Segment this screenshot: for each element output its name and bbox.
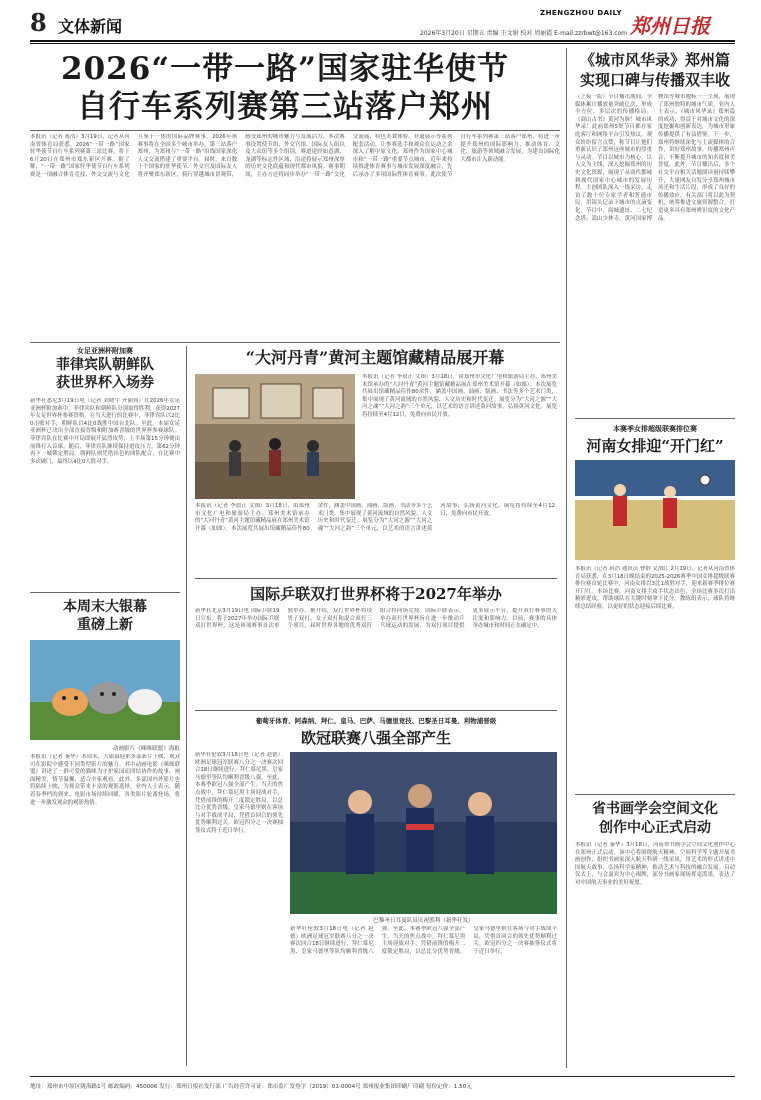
volleyball-story — [30, 346, 180, 392]
yellow-river-body-lower: 本报讯（记者 李晨正 文图）3月18日，由郑州市文化广电和旅游局主办、郑州美术馆承办的“大河丹青”黄河主题馆藏精品展在郑州美术馆开幕（如图）。本次展览共展出馆藏精品佳作80余件，涵盖中国画、油画、版画、书法等多个艺术门类，集中展现了黄河流域的自然风貌、人文历史和时代变迁。展览分为“大河之源”“大河之魂”“大河之韵”三个单元，以艺术的语言讲述黄河故事，弘扬黄河文化。展览将持续至4月12日，免费向市民开放。 — [195, 503, 555, 532]
calligraphy-headline-line2: 创作中心正式启动 — [599, 820, 711, 836]
lead-divider — [30, 130, 560, 131]
volleyball-headline-line1: 菲律宾队朝鲜队 — [56, 357, 154, 373]
table-tennis-headline: 国际乒联双打世界杯将于2027年举办 — [250, 585, 502, 603]
masthead-logo: 郑州日报 — [630, 14, 710, 38]
women-volleyball-body: 本报讯（记者 蒋浩 通讯员 曹群 文/图）2月19日，记者从河南省体育局获悉，在3月18日晚结束的2025-2026赛季中国女排超级联赛排位赛首轮比赛中，河南女排以3比1战胜对手，迎来新赛季排位赛开门红。本场比赛，河南女排主攻手状态出色，全场比赛多次打出精彩进攻，帮助球队在关键时刻拿下比分。教练组表示，球队将继续总结经验，以更好的状态迎接后续比赛。 — [575, 566, 735, 610]
left-divider-2 — [30, 592, 180, 593]
volleyball-photo-image — [575, 460, 735, 560]
right-story-headline — [575, 50, 735, 90]
left-column-divider — [186, 346, 187, 1066]
calligraphy-headline-line1: 省书画学会空间文化 — [592, 801, 718, 817]
right-divider-2 — [575, 794, 735, 795]
right-story-headline-line1: 《城市风华录》郑州篇 — [579, 51, 730, 69]
yellow-river-headline: “大河丹青”黄河主题馆藏精品展开幕 — [245, 348, 505, 367]
movie-headline — [30, 598, 180, 634]
right-story-headline-line2: 实现口碑与传播双丰收 — [579, 71, 730, 89]
movie-poster-caption: 动画影片《咪咪联盟》海报 — [112, 746, 180, 752]
footer-info: 地址：郑州市中原区陇海路1号 邮政编码：450006 发行：郑州日报社发行部 广告经营许可证：郑市监广发登字（2019）01-0004号 郑州报业集团印刷厂印刷 每份定价：1.50元 — [30, 1084, 472, 1090]
movie-headline-line2: 重磅上新 — [77, 617, 133, 633]
masthead-english: ZHENGZHOU DAILY — [540, 9, 623, 17]
champions-headline: 欧冠联赛八强全部产生 — [300, 729, 451, 747]
champions-kicker: 葡萄牙体育、阿森纳、拜仁、皇马、巴萨、马德里竞技、巴黎圣日耳曼、利物浦晋级 — [255, 717, 497, 725]
lead-headline-line1: 2026“一带一路”国家驻华使节 — [61, 51, 509, 87]
table-tennis-body: 新华社北京3月19日电 国际乒联19日宣布，将于2027年举办国际乒联双打世界杯，这是该项赛事首次单独举办。据介绍，双打世界杯将设男子双打、女子双打和混合双打三个项目，届时世界各地的优秀双打组合将同场竞技。国际乒联表示，举办双打世界杯旨在进一步推动乒乓球运动的发展，为双打项目提供更多展示平台，提升双打赛事的关注度和影响力。目前，赛事的具体举办城市和时间正在确定中。 — [195, 608, 557, 630]
calligraphy-headline — [575, 800, 735, 838]
movie-poster-image — [30, 640, 180, 740]
right-story-body: （上接一版）节目播出期间，全媒体累计播放量突破亿次，形成全方位、多层次的传播格局。《商山古书》黄河为脉！城市风华录！此前郑州5集节目都在家庭客厅和网络平台引发热议，观众纷纷留言点赞，称节目让他们重新认识了郑州这座城市的厚重与灵动。节目以城市为核心，以人文为主线，深入挖掘郑州的历史文化资源，展现了从商代都城到现代国家中心城市的发展历程。主创团队深入一线采访，走访了数十位专家学者和普通市民，用镜头记录下城市的点滴变化。节目中，商城遗址、二七纪念塔、嵩山少林寺、黄河国家博物馆等城市地标一一呈现，展现了郑州独特的城市气质。业内人士表示，《城市风华录》郑州篇的成功，得益于对城市文化的深度挖掘和创新表达，为城市形象传播提供了有益借鉴。下一步，郑州将继续深化与主流媒体的合作，讲好郑州故事，传播郑州声音，不断提升城市的知名度和美誉度。此外，节目播出后，多个社交平台相关话题阅读量持续攀升，大量网友自发分享郑州城市风光和生活片段，形成了良好的传播效应。有关部门将以此为契机，统筹推进文旅资源整合，打造更多具有郑州辨识度的文化产品。 — [575, 94, 735, 222]
exhibition-photo-image — [195, 374, 355, 499]
movie-headline-line1: 本周末大银幕 — [63, 599, 147, 615]
column-divider — [566, 48, 567, 1068]
volleyball-kicker: 女足亚洲杯附加赛 — [77, 346, 133, 355]
movie-body: 本报讯（记者 秦华）本周末，大银幕迎来多部新片上映，观众可在影院中感受不同类型影片的魅力。其中动画电影《咪咪联盟》讲述了一群可爱的猫咪为守护家园而团结协作的故事，画面精美，情节温馨，适合全家观看。此外，多部国内外影片也将陆续上映，为观众带来丰富的观影选择。业内人士表示，随着春季档的到来，电影市场持续回暖，各类影片轮番登场，将进一步激发观众的观影热情。 — [30, 754, 180, 806]
champions-body-lower: 新华社伦敦3月18日电（记者 赵德）欧洲足球冠军联赛八分之一决赛次回合18日继续进行，拜仁慕尼黑、皇家马德里等队均顺利晋级八强。至此，本赛季欧冠八强全部产生。当天的焦点战中，拜仁慕尼黑主场迎战对手，凭借前锋的梅开二度锁定胜局，以总比分优势晋级。皇家马德里则在客场与对手战成平局，凭借首回合的领先优势顺利过关。欧冠四分之一决赛抽签仪式将于近日举行。 — [290, 926, 557, 955]
header-rule — [30, 40, 735, 42]
champions-photo-caption: 巴黎圣日耳曼队员庆祝胜利（新华社发） — [373, 918, 474, 924]
calligraphy-body: 本报讯（记者 秦华）3月18日，河南省书画学会空间文化创作中心在郑州正式启动。该中心将围绕航天精神、空间科学等主题开展书画创作，组织书画家深入航天科研一线采风，用艺术的形式讲述中国航天故事，弘扬科学家精神，推动艺术与科技的融合发展。启动仪式上，与会嘉宾为中心揭牌，部分书画家现场挥毫泼墨，表达了对中国航天事业的美好祝愿。 — [575, 842, 735, 886]
women-volleyball-headline: 河南女排迎“开门红” — [586, 437, 724, 455]
lead-body: 本报讯（记者 蒋浩）3月19日，记者从河南省体育局获悉，2026“一带一路”国家驻华使节自行车系列赛第三站比赛，将于6月20日在郑州市郑东新区开赛。据了解，“一带一路”国家驻华使节自行车系列赛是一项融合体育竞技、外交交流与文化互鉴于一体的国际品牌赛事。2026年该赛事将在全国多个城市举办，第三站落户郑州，为郑州与“一带一路”沿线国家深化人文交流搭建了重要平台。届时，来自数十个国家的驻华使节、外交官及国际友人将齐聚郑东新区，骑行穿越城市景观带，感受郑州的城市魅力与发展活力。本次赛事设置使节组、外交官组、国际友人组以及大众组等多个组别，赛道途经如意湖、龙湖等标志性区域，沿途将展示郑州深厚的历史文化底蕴和现代都市风貌。赛事期间，主办方还将同步举办“一带一路”文化交流展、特色美食体验、非遗展示等系列配套活动，让参赛选手和观众在运动之余深入了解中原文化。郑州作为国家中心城市和“一带一路”重要节点城市，近年来持续推进体育赛事与城市发展深度融合，先后承办了多项国际性体育赛事。此次使节自行车系列赛第三站落户郑州，将进一步提升郑州的国际影响力，推动体育、文化、旅游等领域融合发展，为建设国际化大都市注入新动能。 — [30, 134, 560, 178]
women-volleyball-kicker: 本赛季女排超级联赛排位赛 — [613, 424, 697, 433]
yellow-river-body-right: 本报讯（记者 李晨正 文图）3月18日，由郑州市文化广电和旅游局主办、郑州美术馆承办的“大河丹青”黄河主题馆藏精品展在郑州美术馆开幕（如图）。本次展览共展出馆藏精品佳作80余件，涵盖中国画、油画、版画、书法等多个艺术门类，集中展现了黄河流域的自然风貌、人文历史和时代变迁。展览分为“大河之源”“大河之魂”“大河之韵”三个单元，以艺术的语言讲述黄河故事，弘扬黄河文化。展览将持续至4月12日，免费向市民开放。 — [362, 374, 557, 418]
lead-headline-line2: 自行车系列赛第三站落户郑州 — [77, 89, 493, 125]
center-divider-1 — [195, 578, 557, 579]
lead-headline — [50, 50, 520, 126]
issue-line: 2026年3月20日 星期五 责编 王文娟 校对 周丽霞 E-mail:zzrbwt@163.com — [420, 30, 628, 37]
header-rule-thin — [30, 43, 735, 44]
center-divider-2 — [195, 710, 557, 711]
champions-body: 新华社伦敦3月18日电（记者 赵德）欧洲足球冠军联赛八分之一决赛次回合18日继续进行，拜仁慕尼黑、皇家马德里等队均顺利晋级八强。至此，本赛季欧冠八强全部产生。当天的焦点战中，拜仁慕尼黑主场迎战对手，凭借前锋的梅开二度锁定胜局，以总比分优势晋级。皇家马德里则在客场与对手战成平局，凭借首回合的领先优势顺利过关。欧冠四分之一决赛抽签仪式将于近日举行。 — [195, 752, 283, 834]
volleyball-photo — [575, 460, 735, 560]
volleyball-headline-line2: 获世界杯入场券 — [56, 375, 154, 391]
volleyball-body: 新华社悉尼3月19日电（记者 刘晓牛 齐丽钧）在2026年女足亚洲杯附加赛中，菲律宾队和朝鲜队分别取得胜利，获得2027年女足世界杯参赛资格。在当天进行的比赛中，菲律宾队以2比0击败对手，朝鲜队以4比0战胜中国台北队。至此，本届女足亚洲杯已决出全部直接晋级和附加赛晋级的世界杯参赛球队。菲律宾队在比赛中开局即展开猛烈攻势，上半场第15分钟便由前锋打入首球。随后，菲律宾队继续保持进攻压力，第62分钟再下一城锁定胜局。朝鲜队则凭借出色的团队配合，在比赛中多次破门，最终以4比0大胜对手。 — [30, 398, 180, 465]
section-divider-1 — [30, 342, 560, 343]
champions-photo-image — [290, 752, 557, 914]
movie-poster — [30, 640, 180, 740]
section-name: 文体新闻 — [58, 17, 123, 36]
right-divider-1 — [575, 418, 735, 419]
exhibition-photo — [195, 374, 355, 499]
champions-photo — [290, 752, 557, 914]
footer-rule — [30, 1076, 735, 1077]
page-number: 8 — [30, 8, 47, 37]
